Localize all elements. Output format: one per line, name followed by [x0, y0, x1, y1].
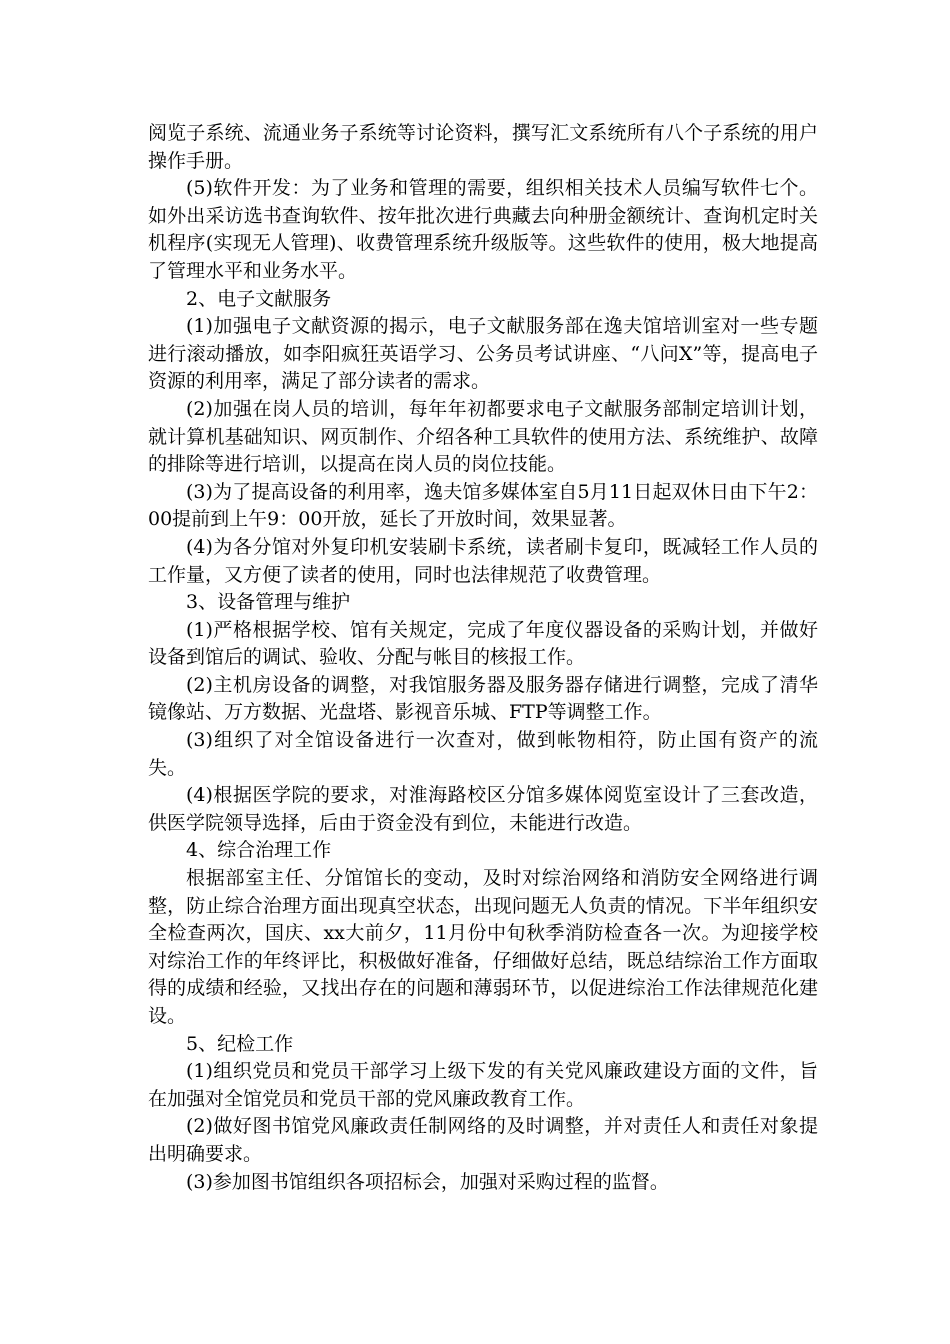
paragraph-equipment-1: (1)严格根据学校、馆有关规定，完成了年度仪器设备的采购计划，并做好设备到馆后的调试、验收、分配与帐目的核报工作。 [148, 618, 818, 669]
paragraph-discipline-1: (1)组织党员和党员干部学习上级下发的有关党风廉政建设方面的文件，旨在加强对全馆党员和党员干部的党风廉政教育工作。 [148, 1060, 818, 1110]
paragraph-comprehensive-governance: 根据部室主任、分馆馆长的变动，及时对综治网络和消防安全网络进行调整，防止综合治理方面出现真空状态，出现问题无人负责的情况。下半年组织安全检查两次，国庆、xx大前夕，11月份中旬秋季消防检查各一次。为迎接学校对综治工作的年终评比，积极做好准备，仔细做好总结，既总结综治工作方面取得的成绩和经验，又找出存在的问题和薄弱环节，以促进综治工作法律规范化建设。 [148, 867, 818, 1027]
paragraph-discipline-3: (3)参加图书馆组织各项招标会，加强对采购过程的监督。 [186, 1170, 669, 1193]
paragraph-equipment-3: (3)组织了对全馆设备进行一次查对，做到帐物相符，防止国有资产的流失。 [148, 729, 818, 779]
paragraph-e-literature-2: (2)加强在岗人员的培训，每年年初都要求电子文献服务部制定培训计划，就计算机基础知识、网页制作、介绍各种工具软件的使用方法、系统维护、故障的排除等进行培训，以提高在岗人员的岗位技能。 [148, 397, 818, 476]
section-heading-e-literature: 2、电子文献服务 [186, 287, 332, 310]
paragraph-software-development: (5)软件开发：为了业务和管理的需要，组织相关技术人员编写软件七个。如外出采访选书查询软件、按年批次进行典藏去向种册金额统计、查询机定时关机程序(实现无人管理)、收费管理系统升级版等。这些软件的使用，极大地提高了管理水平和业务水平。 [148, 177, 818, 282]
paragraph-e-literature-4: (4)为各分馆对外复印机安装刷卡系统，读者刷卡复印，既减轻工作人员的工作量，又方便了读者的使用，同时也法律规范了收费管理。 [148, 535, 818, 586]
paragraph-equipment-2: (2)主机房设备的调整，对我馆服务器及服务器存储进行调整，完成了清华镜像站、万方数据、光盘塔、影视音乐城、FTP等调整工作。 [148, 673, 818, 724]
paragraph-discipline-2: (2)做好图书馆党风廉政责任制网络的及时调整，并对责任人和责任对象提出明确要求。 [148, 1115, 818, 1165]
document-body [148, 120, 818, 1196]
section-heading-equipment: 3、设备管理与维护 [186, 591, 351, 614]
paragraph-continuation: 阅览子系统、流通业务子系统等讨论资料，撰写汇文系统所有八个子系统的用户操作手册。 [148, 122, 818, 172]
section-heading-comprehensive-governance: 4、综合治理工作 [186, 839, 332, 862]
paragraph-e-literature-3: (3)为了提高设备的利用率，逸夫馆多媒体室自5月11日起双休日由下午2：00提前到上午9：00开放，延长了开放时间，效果显著。 [148, 480, 818, 531]
paragraph-equipment-4: (4)根据医学院的要求，对淮海路校区分馆多媒体阅览室设计了三套改造，供医学院领导选择，后由于资金没有到位，未能进行改造。 [148, 784, 818, 834]
paragraph-e-literature-1: (1)加强电子文献资源的揭示，电子文献服务部在逸夫馆培训室对一些专题进行滚动播放，如李阳疯狂英语学习、公务员考试讲座、“八问X”等，提高电子资源的利用率，满足了部分读者的需求。 [148, 315, 818, 393]
section-heading-discipline: 5、纪检工作 [186, 1032, 294, 1055]
